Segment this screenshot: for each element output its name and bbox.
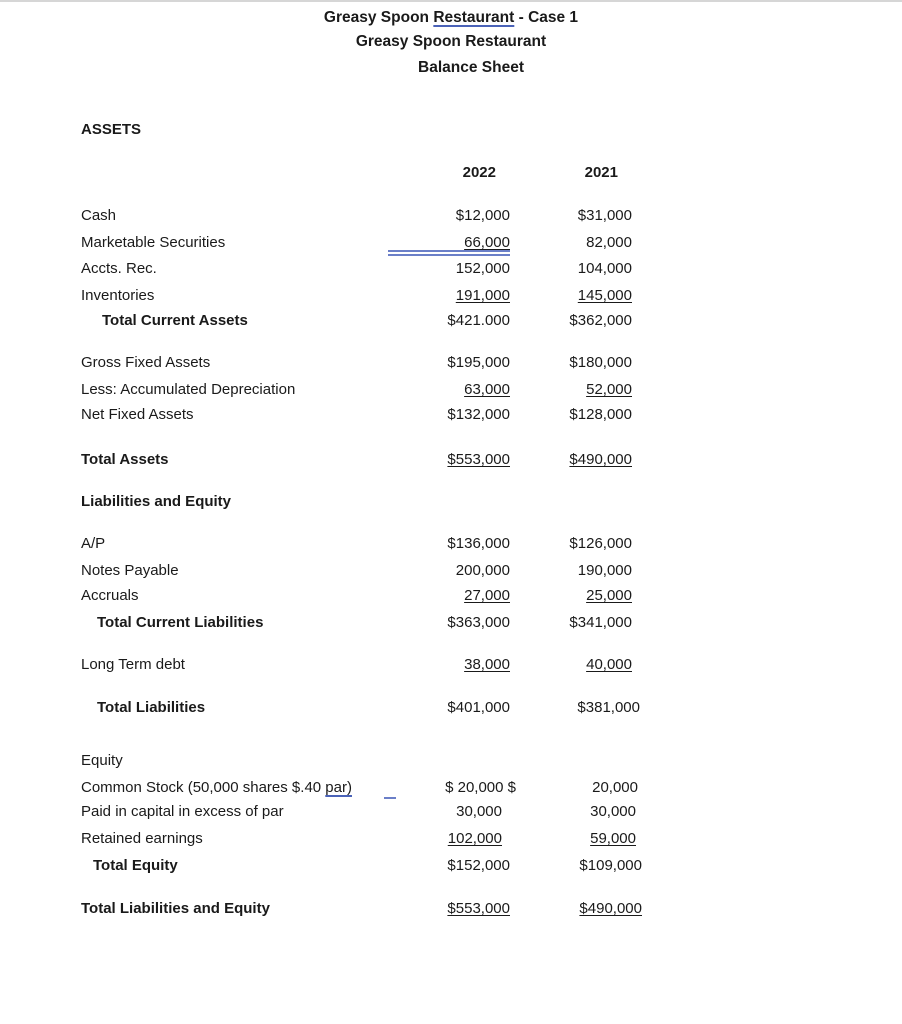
value-2022: 27,000 bbox=[464, 587, 510, 604]
total-liabilities-2021: $381,000 bbox=[577, 699, 640, 716]
title-part-2: Restaurant bbox=[433, 9, 515, 26]
total-equity-label: Total Equity bbox=[93, 857, 178, 874]
total-current-liabilities-label: Total Current Liabilities bbox=[97, 614, 264, 631]
total-current-assets-2021: $362,000 bbox=[569, 312, 632, 329]
value-2021: $31,000 bbox=[577, 207, 632, 224]
document-title bbox=[0, 9, 902, 27]
value-2021: 82,000 bbox=[586, 234, 632, 251]
year-2021-header: 2021 bbox=[584, 164, 618, 181]
total-liabilities-equity-2021: $490,000 bbox=[579, 900, 642, 917]
total-equity-2022: $152,000 bbox=[447, 857, 510, 874]
company-name: Greasy Spoon Restaurant bbox=[355, 33, 547, 50]
title-part-3: - Case 1 bbox=[514, 9, 579, 26]
value-2022: $136,000 bbox=[447, 535, 510, 552]
total-liabilities-equity-2022: $553,000 bbox=[447, 900, 510, 917]
long-term-debt-2021: 40,000 bbox=[586, 656, 632, 673]
value-2022: 200,000 bbox=[455, 562, 510, 579]
total-current-assets-label: Total Current Assets bbox=[102, 312, 248, 329]
value-2022: $12,000 bbox=[455, 207, 510, 224]
value-2021: 59,000 bbox=[590, 830, 636, 847]
value-2021: 190,000 bbox=[577, 562, 632, 579]
assets-heading: ASSETS bbox=[81, 121, 142, 138]
total-current-assets-2022: $421.000 bbox=[447, 312, 510, 329]
value-2021: 52,000 bbox=[586, 381, 632, 398]
equity-heading: Equity bbox=[81, 752, 123, 769]
year-2022-header: 2022 bbox=[462, 164, 496, 181]
value-2022: 191,000 bbox=[455, 287, 510, 304]
row-label: Accruals bbox=[81, 587, 139, 604]
value-2021: 20,000 bbox=[592, 779, 638, 796]
value-2021: $180,000 bbox=[569, 354, 632, 371]
value-2021: $126,000 bbox=[569, 535, 632, 552]
row-label: Inventories bbox=[81, 287, 155, 304]
total-assets-label: Total Assets bbox=[81, 451, 169, 468]
common-stock-label-par: par) bbox=[325, 779, 352, 796]
value-2022: 102,000 bbox=[447, 830, 502, 847]
value-2021: 25,000 bbox=[586, 587, 632, 604]
value-2022: $195,000 bbox=[447, 354, 510, 371]
total-assets-2022: $553,000 bbox=[447, 451, 510, 468]
value-2022: 30,000 bbox=[456, 803, 502, 820]
row-label: Retained earnings bbox=[81, 830, 203, 847]
row-label: Accts. Rec. bbox=[81, 260, 157, 277]
total-current-liabilities-2021: $341,000 bbox=[569, 614, 632, 631]
value-2021: $128,000 bbox=[569, 406, 632, 423]
row-label: Cash bbox=[81, 207, 117, 224]
value-2022: 152,000 bbox=[455, 260, 510, 277]
value-2022: $ 20,000 $ bbox=[445, 779, 516, 796]
blue-underline bbox=[384, 797, 396, 799]
title-part-1: Greasy Spoon bbox=[323, 9, 430, 26]
value-2021: 145,000 bbox=[577, 287, 632, 304]
value-2022: $132,000 bbox=[447, 406, 510, 423]
long-term-debt-label: Long Term debt bbox=[81, 656, 185, 673]
row-label: Marketable Securities bbox=[81, 234, 226, 251]
value-2022: 66,000 bbox=[464, 234, 510, 251]
long-term-debt-2022: 38,000 bbox=[464, 656, 510, 673]
row-label: Net Fixed Assets bbox=[81, 406, 194, 423]
row-label: Less: Accumulated Depreciation bbox=[81, 381, 296, 398]
row-label bbox=[81, 779, 352, 797]
liabilities-heading: Liabilities and Equity bbox=[81, 493, 232, 510]
row-label: Gross Fixed Assets bbox=[81, 354, 211, 371]
total-current-liabilities-2022: $363,000 bbox=[447, 614, 510, 631]
total-liabilities-label: Total Liabilities bbox=[97, 699, 206, 716]
total-equity-2021: $109,000 bbox=[579, 857, 642, 874]
row-label: Notes Payable bbox=[81, 562, 179, 579]
value-2021: 30,000 bbox=[590, 803, 636, 820]
row-label: Paid in capital in excess of par bbox=[81, 803, 284, 820]
common-stock-label: Common Stock (50,000 shares $.40 bbox=[81, 779, 326, 796]
total-assets-2021: $490,000 bbox=[569, 451, 632, 468]
top-border bbox=[0, 0, 902, 2]
statement-name: Balance Sheet bbox=[418, 59, 524, 76]
value-2022: 63,000 bbox=[464, 381, 510, 398]
total-liabilities-equity-label: Total Liabilities and Equity bbox=[81, 900, 270, 917]
total-liabilities-2022: $401,000 bbox=[447, 699, 510, 716]
value-2021: 104,000 bbox=[577, 260, 632, 277]
row-label: A/P bbox=[81, 535, 106, 552]
blue-underline bbox=[388, 254, 510, 256]
